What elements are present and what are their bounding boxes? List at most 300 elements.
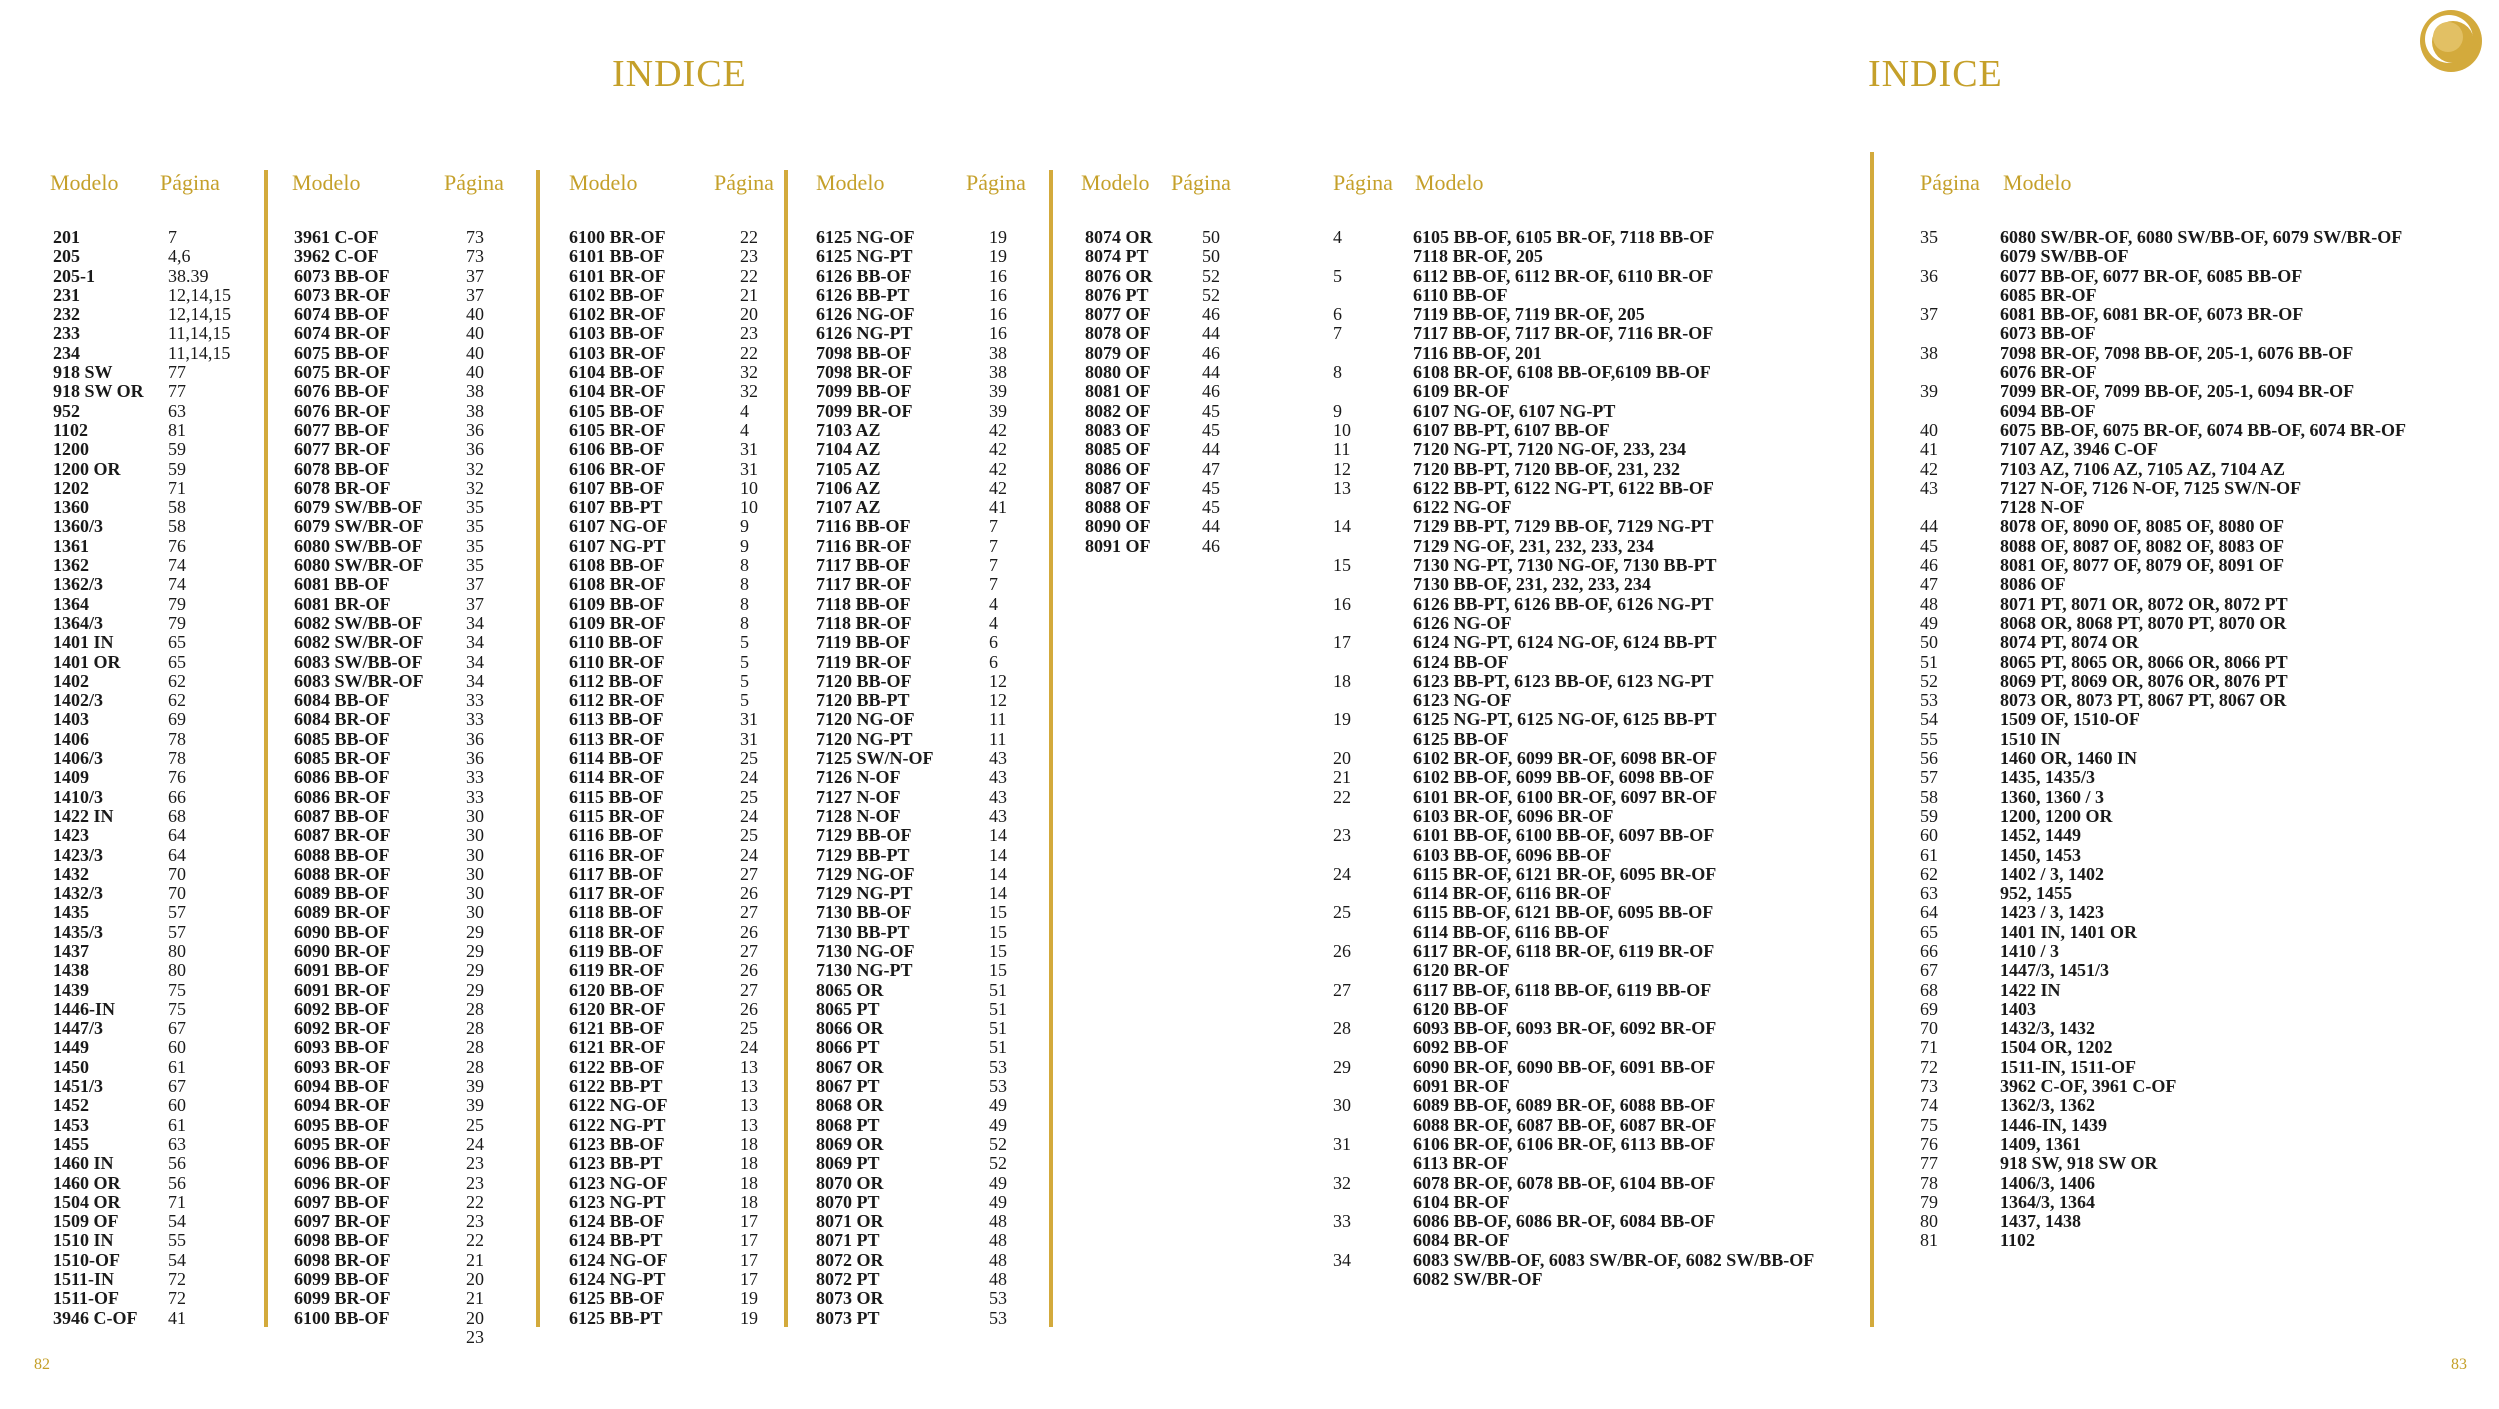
model-code: 7128 N-OF — [816, 805, 901, 826]
page-ref: 15 — [989, 921, 1007, 942]
model-code: 6095 BR-OF — [294, 1133, 391, 1154]
entry-page: 72 — [1920, 1056, 1938, 1077]
page-entry — [1333, 440, 1814, 459]
page-ref: 26 — [740, 883, 758, 904]
model-code: 234 — [53, 342, 80, 363]
model-code: 1362 — [53, 555, 89, 576]
page-entry — [1920, 1212, 2406, 1231]
page-ref: 13 — [740, 1056, 758, 1077]
model-code: 7099 BB-OF — [816, 381, 912, 402]
model-code: 6124 NG-PT — [569, 1269, 666, 1290]
header-modelo: Modelo — [50, 170, 119, 195]
entry-page: 81 — [1920, 1230, 1938, 1251]
page-ref: 53 — [989, 1056, 1007, 1077]
page-ref: 43 — [989, 748, 1007, 769]
page-ref: 49 — [989, 1114, 1007, 1135]
page-ref: 8 — [740, 555, 749, 576]
page-ref: 42 — [989, 458, 1007, 479]
model-code: 8065 PT — [816, 998, 880, 1019]
page-ref: 27 — [740, 902, 758, 923]
page-ref: 19 — [740, 1307, 758, 1328]
page-ref: 16 — [989, 284, 1007, 305]
model-code: 6085 BR-OF — [294, 748, 391, 769]
page-ref: 5 — [740, 690, 749, 711]
model-code: 7130 BB-PT — [816, 921, 910, 942]
entry-page: 45 — [1920, 535, 1938, 556]
entry-page: 36 — [1920, 265, 1938, 286]
page-ref: 25 — [740, 786, 758, 807]
entry-models: 8069 PT, 8069 OR, 8076 OR, 8076 PT — [2000, 670, 2288, 691]
page-ref: 44 — [1202, 362, 1220, 383]
model-code: 7126 N-OF — [816, 767, 901, 788]
page-ref: 46 — [1202, 342, 1220, 363]
page-entry — [1920, 1019, 2406, 1038]
entry-models: 7099 BR-OF, 7099 BB-OF, 205-1, 6094 BR-OF 6094 BB-OF — [2000, 381, 2355, 421]
model-code: 6102 BR-OF — [569, 304, 666, 325]
model-code: 6076 BR-OF — [294, 400, 391, 421]
page-entry — [1333, 903, 1814, 942]
model-code: 6103 BB-OF — [569, 323, 665, 344]
entry-page: 40 — [1920, 419, 1938, 440]
entry-page: 70 — [1920, 1018, 1938, 1039]
model-code: 6122 BB-OF — [569, 1056, 665, 1077]
entry-page: 4 — [1333, 227, 1342, 247]
entry-page: 28 — [1333, 1018, 1351, 1039]
page-ref: 24 — [740, 805, 758, 826]
entry-models: 1437, 1438 — [2000, 1211, 2081, 1232]
model-code: 6112 BR-OF — [569, 690, 665, 711]
model-code: 7120 NG-OF — [816, 709, 915, 730]
page-ref: 25 — [740, 1018, 758, 1039]
model-code: 6126 NG-PT — [816, 323, 913, 344]
page-ref: 65 — [168, 632, 186, 653]
page-ref: 15 — [989, 902, 1007, 923]
page-ref: 10 — [740, 477, 758, 498]
model-list — [294, 228, 424, 1328]
entry-models: 8065 PT, 8065 OR, 8066 OR, 8066 PT — [2000, 651, 2288, 672]
model-list — [816, 228, 934, 1328]
page-entry — [1920, 595, 2406, 614]
page-ref: 61 — [168, 1056, 186, 1077]
model-code: 6087 BB-OF — [294, 805, 390, 826]
page-list — [168, 228, 231, 1328]
page-ref: 24 — [466, 1133, 484, 1154]
page-entry — [1333, 1251, 1814, 1290]
entry-models: 6086 BB-OF, 6086 BR-OF, 6084 BB-OF 6084 BR-OF — [1413, 1211, 1716, 1251]
page-ref: 15 — [989, 940, 1007, 961]
model-code: 7120 BB-PT — [816, 690, 910, 711]
page-ref: 73 — [466, 246, 484, 267]
page-ref: 53 — [989, 1307, 1007, 1328]
header-pagina: Página — [1171, 170, 1231, 195]
model-code: 1364/3 — [53, 612, 104, 633]
page-ref: 28 — [466, 998, 484, 1019]
model-code: 3961 C-OF — [294, 227, 379, 247]
page-ref: 30 — [466, 902, 484, 923]
page-ref: 57 — [168, 902, 186, 923]
model-code: 7116 BB-OF — [816, 516, 911, 537]
model-code: 6075 BB-OF — [294, 342, 390, 363]
entry-page: 44 — [1920, 516, 1938, 537]
page-ref: 4 — [989, 612, 998, 633]
model-code: 1447/3 — [53, 1018, 104, 1039]
page-ref: 77 — [168, 362, 186, 383]
page-ref: 37 — [466, 265, 484, 286]
page-ref: 44 — [1202, 439, 1220, 460]
page-ref: 14 — [989, 863, 1007, 884]
page-entry — [1920, 421, 2406, 440]
model-code: 8074 PT — [1085, 246, 1149, 267]
page-ref: 21 — [466, 1288, 484, 1309]
model-code: 8074 OR — [1085, 227, 1153, 247]
model-code: 7104 AZ — [816, 439, 881, 460]
model-code: 3962 C-OF — [294, 246, 379, 267]
model-code: 8070 PT — [816, 1191, 880, 1212]
page-entry — [1920, 1038, 2406, 1057]
entry-models: 1401 IN, 1401 OR — [2000, 921, 2138, 942]
model-code: 6125 NG-OF — [816, 227, 915, 247]
model-code: 7129 BB-OF — [816, 825, 912, 846]
model-code: 7130 BB-OF — [816, 902, 912, 923]
entry-page: 8 — [1333, 362, 1342, 383]
entry-page: 61 — [1920, 844, 1938, 865]
page-ref: 49 — [989, 1095, 1007, 1116]
page-ref: 17 — [740, 1230, 758, 1251]
page-ref: 24 — [740, 844, 758, 865]
page-ref: 39 — [989, 381, 1007, 402]
model-code: 6088 BR-OF — [294, 863, 391, 884]
entry-page: 56 — [1920, 748, 1938, 769]
page-ref: 56 — [168, 1172, 186, 1193]
page-ref: 39 — [466, 1076, 484, 1097]
page-ref: 76 — [168, 767, 186, 788]
page-ref: 50 — [1202, 246, 1220, 267]
page-ref: 46 — [1202, 304, 1220, 325]
page-ref: 29 — [466, 979, 484, 1000]
model-code: 6108 BR-OF — [569, 574, 666, 595]
model-code: 6073 BB-OF — [294, 265, 390, 286]
entry-page: 62 — [1920, 863, 1938, 884]
entry-models: 6090 BR-OF, 6090 BB-OF, 6091 BB-OF 6091 BR-OF — [1413, 1056, 1716, 1097]
entry-models: 1450, 1453 — [2000, 844, 2081, 865]
page-ref: 37 — [466, 574, 484, 595]
entry-page: 14 — [1333, 516, 1351, 537]
page-ref: 30 — [466, 805, 484, 826]
page-entry — [1920, 1193, 2406, 1212]
page-ref: 39 — [466, 1095, 484, 1116]
entry-page: 64 — [1920, 902, 1938, 923]
page-ref: 29 — [466, 940, 484, 961]
model-code: 1511-IN — [53, 1269, 115, 1290]
model-code: 231 — [53, 284, 80, 305]
page-entry — [1333, 981, 1814, 1020]
entry-page: 20 — [1333, 748, 1351, 769]
entry-page: 12 — [1333, 458, 1351, 479]
model-code: 1364 — [53, 593, 89, 614]
page-ref: 18 — [740, 1133, 758, 1154]
model-code: 6123 BB-PT — [569, 1153, 663, 1174]
entry-page: 51 — [1920, 651, 1938, 672]
page-entry — [1333, 517, 1814, 556]
model-code: 7129 NG-PT — [816, 883, 913, 904]
model-code: 6091 BR-OF — [294, 979, 391, 1000]
page-entry — [1920, 961, 2406, 980]
entry-page: 75 — [1920, 1114, 1938, 1135]
entry-models: 6101 BB-OF, 6100 BB-OF, 6097 BB-OF 6103 BB-OF, 6096 BB-OF — [1413, 825, 1715, 865]
model-code: 7099 BR-OF — [816, 400, 913, 421]
entry-page: 10 — [1333, 419, 1351, 440]
model-code: 7118 BB-OF — [816, 593, 911, 614]
model-code: 6107 NG-PT — [569, 535, 666, 556]
entry-page: 79 — [1920, 1191, 1938, 1212]
entry-page: 9 — [1333, 400, 1342, 421]
page-ref: 15 — [989, 960, 1007, 981]
model-code: 8079 OF — [1085, 342, 1151, 363]
page-ref: 51 — [989, 1018, 1007, 1039]
page-ref: 5 — [740, 632, 749, 653]
page-entry-list — [1920, 228, 2406, 1251]
page-ref: 16 — [989, 304, 1007, 325]
model-code: 6087 BR-OF — [294, 825, 391, 846]
page-ref: 23 — [466, 1211, 484, 1232]
page-ref: 5 — [740, 651, 749, 672]
page-ref: 34 — [466, 632, 484, 653]
page-ref: 48 — [989, 1211, 1007, 1232]
model-code: 7107 AZ — [816, 497, 881, 518]
entry-page: 76 — [1920, 1133, 1938, 1154]
model-code: 7098 BR-OF — [816, 362, 913, 383]
page-entry — [1920, 517, 2406, 536]
model-code: 6109 BR-OF — [569, 612, 666, 633]
page-entry — [1920, 730, 2406, 749]
model-code: 6092 BB-OF — [294, 998, 390, 1019]
model-code: 8081 OF — [1085, 381, 1151, 402]
entry-models: 7098 BR-OF, 7098 BB-OF, 205-1, 6076 BB-OF 6076 BR-OF — [2000, 342, 2354, 383]
entry-page: 15 — [1333, 555, 1351, 576]
page-ref: 62 — [168, 690, 186, 711]
model-code: 6088 BB-OF — [294, 844, 390, 865]
page-ref: 4 — [740, 419, 749, 440]
entry-models: 6115 BR-OF, 6121 BR-OF, 6095 BR-OF 6114 BR-OF, 6116 BR-OF — [1413, 863, 1717, 904]
page-ref: 27 — [740, 979, 758, 1000]
page-ref: 17 — [740, 1211, 758, 1232]
page-ref: 41 — [168, 1307, 186, 1328]
page-ref: 45 — [1202, 497, 1220, 518]
entry-models: 8073 OR, 8073 PT, 8067 PT, 8067 OR — [2000, 690, 2287, 711]
entry-page: 50 — [1920, 632, 1938, 653]
page-ref: 32 — [740, 362, 758, 383]
page-entry — [1333, 595, 1814, 634]
model-code: 1511-OF — [53, 1288, 119, 1309]
header-modelo: Modelo — [816, 170, 885, 195]
model-code: 7130 NG-PT — [816, 960, 913, 981]
model-code: 6090 BB-OF — [294, 921, 390, 942]
entry-page: 43 — [1920, 477, 1938, 498]
page-entry — [1920, 903, 2406, 922]
page-entry — [1333, 363, 1814, 402]
entry-page: 68 — [1920, 979, 1938, 1000]
entry-models: 1446-IN, 1439 — [2000, 1114, 2107, 1135]
page-entry — [1333, 633, 1814, 672]
model-code: 6085 BB-OF — [294, 728, 390, 749]
model-code: 6101 BR-OF — [569, 265, 666, 286]
page-list — [989, 228, 1007, 1328]
model-code: 6100 BR-OF — [569, 227, 666, 247]
model-code: 6096 BR-OF — [294, 1172, 391, 1193]
page-ref: 4 — [740, 400, 749, 421]
entry-page: 23 — [1333, 825, 1351, 846]
page-entry — [1920, 460, 2406, 479]
model-code: 7103 AZ — [816, 419, 881, 440]
entry-page: 71 — [1920, 1037, 1938, 1058]
column-divider — [784, 170, 788, 1327]
page-ref: 72 — [168, 1288, 186, 1309]
entry-models: 1460 OR, 1460 IN — [2000, 748, 2138, 769]
entry-page: 13 — [1333, 477, 1351, 498]
model-code: 7118 BR-OF — [816, 612, 912, 633]
page-ref: 52 — [1202, 265, 1220, 286]
model-code: 6098 BR-OF — [294, 1249, 391, 1270]
page-ref: 27 — [740, 863, 758, 884]
page-ref: 39 — [989, 400, 1007, 421]
page-entry — [1920, 710, 2406, 729]
model-code: 6113 BR-OF — [569, 728, 665, 749]
page-entry — [1920, 228, 2406, 267]
page-ref: 4 — [989, 593, 998, 614]
entry-page: 48 — [1920, 593, 1938, 614]
entry-models: 6117 BR-OF, 6118 BR-OF, 6119 BR-OF 6120 BR-OF — [1413, 940, 1715, 981]
entry-page: 21 — [1333, 767, 1351, 788]
page-ref: 70 — [168, 863, 186, 884]
model-code: 1439 — [53, 979, 89, 1000]
entry-models: 7127 N-OF, 7126 N-OF, 7125 SW/N-OF 7128 N-OF — [2000, 477, 2302, 518]
page-ref: 33 — [466, 690, 484, 711]
page-ref: 32 — [466, 477, 484, 498]
model-code: 1432 — [53, 863, 89, 884]
model-code: 8077 OF — [1085, 304, 1151, 325]
entry-models: 8088 OF, 8087 OF, 8082 OF, 8083 OF — [2000, 535, 2285, 556]
entry-models: 1360, 1360 / 3 — [2000, 786, 2105, 807]
page-list — [740, 228, 758, 1328]
model-code: 6074 BB-OF — [294, 304, 390, 325]
model-code: 1401 OR — [53, 651, 121, 672]
page-ref: 36 — [466, 748, 484, 769]
entry-models: 1406/3, 1406 — [2000, 1172, 2096, 1193]
entry-models: 1403 — [2000, 998, 2036, 1019]
page-ref: 50 — [1202, 227, 1220, 247]
page-ref: 37 — [466, 284, 484, 305]
model-code: 8071 OR — [816, 1211, 884, 1232]
page-ref: 64 — [168, 825, 186, 846]
entry-page: 58 — [1920, 786, 1938, 807]
entry-models: 3962 C-OF, 3961 C-OF — [2000, 1076, 2177, 1097]
page-ref: 6 — [989, 651, 998, 672]
page-ref: 51 — [989, 998, 1007, 1019]
model-code: 6107 NG-OF — [569, 516, 668, 537]
model-code: 6121 BB-OF — [569, 1018, 665, 1039]
model-code: 1432/3 — [53, 883, 104, 904]
model-code: 1200 — [53, 439, 89, 460]
page-ref: 80 — [168, 960, 186, 981]
entry-models: 6107 BB-PT, 6107 BB-OF — [1413, 419, 1610, 440]
model-code: 1509 OF — [53, 1211, 119, 1232]
model-code: 1504 OR — [53, 1191, 121, 1212]
entry-models: 6083 SW/BB-OF, 6083 SW/BR-OF, 6082 SW/BB-OF 6082 SW/BR-OF — [1413, 1249, 1815, 1290]
model-list — [1085, 228, 1153, 556]
page-ref: 11 — [989, 709, 1007, 730]
entry-page: 63 — [1920, 883, 1938, 904]
page-ref: 51 — [989, 1037, 1007, 1058]
model-code: 7129 BB-PT — [816, 844, 910, 865]
entry-models: 6107 NG-OF, 6107 NG-PT — [1413, 400, 1616, 421]
entry-page: 18 — [1333, 670, 1351, 691]
page-entry — [1333, 1096, 1814, 1135]
header-modelo: Modelo — [569, 170, 638, 195]
page-ref: 13 — [740, 1076, 758, 1097]
page-ref: 52 — [1202, 284, 1220, 305]
model-code: 1437 — [53, 940, 89, 961]
entry-page: 52 — [1920, 670, 1938, 691]
model-code: 6126 NG-OF — [816, 304, 915, 325]
model-code: 1435/3 — [53, 921, 104, 942]
header-modelo: Modelo — [1081, 170, 1150, 195]
page-ref: 46 — [1202, 381, 1220, 402]
page-ref: 67 — [168, 1018, 186, 1039]
model-code: 8069 OR — [816, 1133, 884, 1154]
page-entry — [1920, 537, 2406, 556]
entry-models: 1362/3, 1362 — [2000, 1095, 2096, 1116]
page-ref: 17 — [740, 1269, 758, 1290]
model-code: 6123 NG-OF — [569, 1172, 668, 1193]
model-code: 7119 BB-OF — [816, 632, 911, 653]
model-code: 8086 OF — [1085, 458, 1151, 479]
model-code: 1410/3 — [53, 786, 104, 807]
model-code: 6104 BB-OF — [569, 362, 665, 383]
model-code: 6121 BR-OF — [569, 1037, 666, 1058]
page-entry — [1920, 267, 2406, 306]
page-entry — [1333, 305, 1814, 324]
page-ref: 70 — [168, 883, 186, 904]
model-code: 1202 — [53, 477, 89, 498]
model-code: 1360 — [53, 497, 89, 518]
entry-page: 49 — [1920, 612, 1938, 633]
page-ref: 25 — [740, 748, 758, 769]
entry-page: 24 — [1333, 863, 1351, 884]
page-ref: 29 — [466, 960, 484, 981]
page-ref: 78 — [168, 728, 186, 749]
entry-models: 6075 BB-OF, 6075 BR-OF, 6074 BB-OF, 6074 BR-OF — [2000, 419, 2407, 440]
model-code: 1451/3 — [53, 1076, 104, 1097]
header-pagina: Página — [714, 170, 774, 195]
entry-models: 6093 BB-OF, 6093 BR-OF, 6092 BR-OF 6092 BB-OF — [1413, 1018, 1717, 1058]
model-code: 6122 NG-OF — [569, 1095, 668, 1116]
model-code: 1402 — [53, 670, 89, 691]
model-code: 6119 BR-OF — [569, 960, 665, 981]
entry-page: 69 — [1920, 998, 1938, 1019]
model-code: 8091 OF — [1085, 535, 1151, 556]
model-code: 6092 BR-OF — [294, 1018, 391, 1039]
entry-models: 1422 IN — [2000, 979, 2061, 1000]
model-code: 1401 IN — [53, 632, 114, 653]
page-entry — [1333, 1019, 1814, 1058]
entry-models: 6106 BR-OF, 6106 BR-OF, 6113 BB-OF 6113 BR-OF — [1413, 1133, 1716, 1174]
model-code: 6077 BR-OF — [294, 439, 391, 460]
page-ref: 53 — [989, 1288, 1007, 1309]
model-code: 8076 PT — [1085, 284, 1149, 305]
entry-models: 6124 NG-PT, 6124 NG-OF, 6124 BB-PT 6124 BB-OF — [1413, 632, 1717, 672]
model-code: 6074 BR-OF — [294, 323, 391, 344]
page-ref: 12,14,15 — [168, 284, 231, 305]
